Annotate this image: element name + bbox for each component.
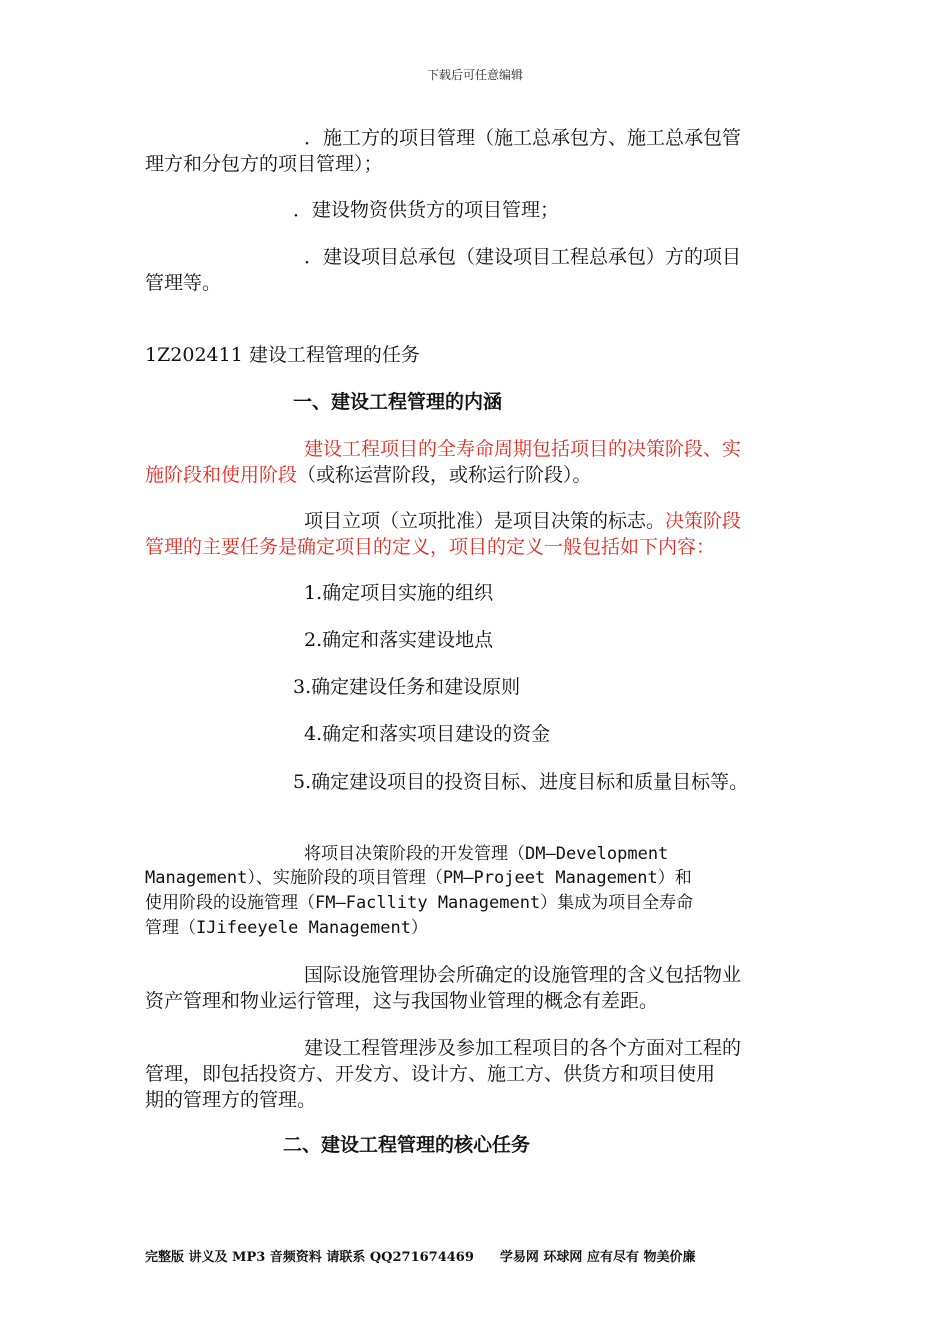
page-header: 下载后可任意编辑 bbox=[426, 68, 523, 82]
page-footer bbox=[145, 1246, 721, 1265]
paragraph-parties-line2: 管理，即包括投资方、开发方、设计方、施工方、供货方和项目使用 bbox=[145, 1063, 716, 1085]
paragraph-supplier: ．建设物资供货方的项目管理； bbox=[293, 199, 560, 221]
section-code: 1Z202411 建设工程管理的任务 bbox=[145, 344, 420, 366]
paragraph-approval-line1 bbox=[304, 508, 741, 534]
lifecycle-highlight: 施阶段和使用阶段 bbox=[145, 464, 298, 486]
paragraph-facility-line1: 国际设施管理协会所确定的设施管理的含义包括物业 bbox=[304, 964, 742, 986]
paragraph-construction-line2: 理方和分包方的项目管理）； bbox=[145, 153, 383, 175]
approval-highlight: 决策阶段 bbox=[665, 510, 742, 532]
paragraph-lifecycle-line1: 建设工程项目的全寿命周期包括项目的决策阶段、实 bbox=[304, 438, 742, 460]
paragraph-construction-line1: ．施工方的项目管理（施工总承包方、施工总承包管 bbox=[304, 127, 742, 149]
paragraph-integration-line1: 将项目决策阶段的开发管理（DM—Development bbox=[304, 844, 669, 864]
paragraph-approval-line2: 管理的主要任务是确定项目的定义，项目的定义一般包括如下内容： bbox=[145, 536, 716, 558]
list-item-3: 3.确定建设任务和建设原则 bbox=[293, 676, 521, 698]
list-item-4: 4.确定和落实项目建设的资金 bbox=[304, 723, 551, 745]
paragraph-epc-line1: ．建设项目总承包（建设项目工程总承包）方的项目 bbox=[304, 246, 742, 268]
footer-contact: 完整版 讲义及 MP3 音频资料 请联系 QQ271674469 bbox=[145, 1250, 474, 1265]
lifecycle-rest: （或称运营阶段，或称运行阶段）。 bbox=[297, 464, 592, 486]
list-item-5: 5.确定建设项目的投资目标、进度目标和质量目标等。 bbox=[293, 771, 749, 793]
paragraph-lifecycle-line2 bbox=[145, 462, 592, 488]
heading-core-tasks: 二、建设工程管理的核心任务 bbox=[283, 1134, 531, 1156]
paragraph-integration-line4: 管理（IJifeeyele Management） bbox=[145, 918, 428, 938]
footer-slogan: 学易网 环球网 应有尽有 物美价廉 bbox=[499, 1250, 696, 1265]
paragraph-parties-line1: 建设工程管理涉及参加工程项目的各个方面对工程的 bbox=[304, 1037, 742, 1059]
heading-connotation: 一、建设工程管理的内涵 bbox=[293, 391, 503, 413]
list-item-1: 1.确定项目实施的组织 bbox=[304, 582, 494, 604]
paragraph-epc-line2: 管理等。 bbox=[145, 272, 222, 294]
paragraph-integration-line3: 使用阶段的设施管理（FM—Facllity Management）集成为项目全寿命 bbox=[145, 893, 694, 913]
paragraph-integration-line2: Management）、实施阶段的项目管理（PM—Projeet Management）和 bbox=[145, 868, 692, 888]
approval-text: 项目立项（立项批准）是项目决策的标志。 bbox=[304, 510, 666, 532]
list-item-2: 2.确定和落实建设地点 bbox=[304, 629, 494, 651]
paragraph-facility-line2: 资产管理和物业运行管理，这与我国物业管理的概念有差距。 bbox=[145, 990, 659, 1012]
paragraph-parties-line3: 期的管理方的管理。 bbox=[145, 1089, 317, 1111]
